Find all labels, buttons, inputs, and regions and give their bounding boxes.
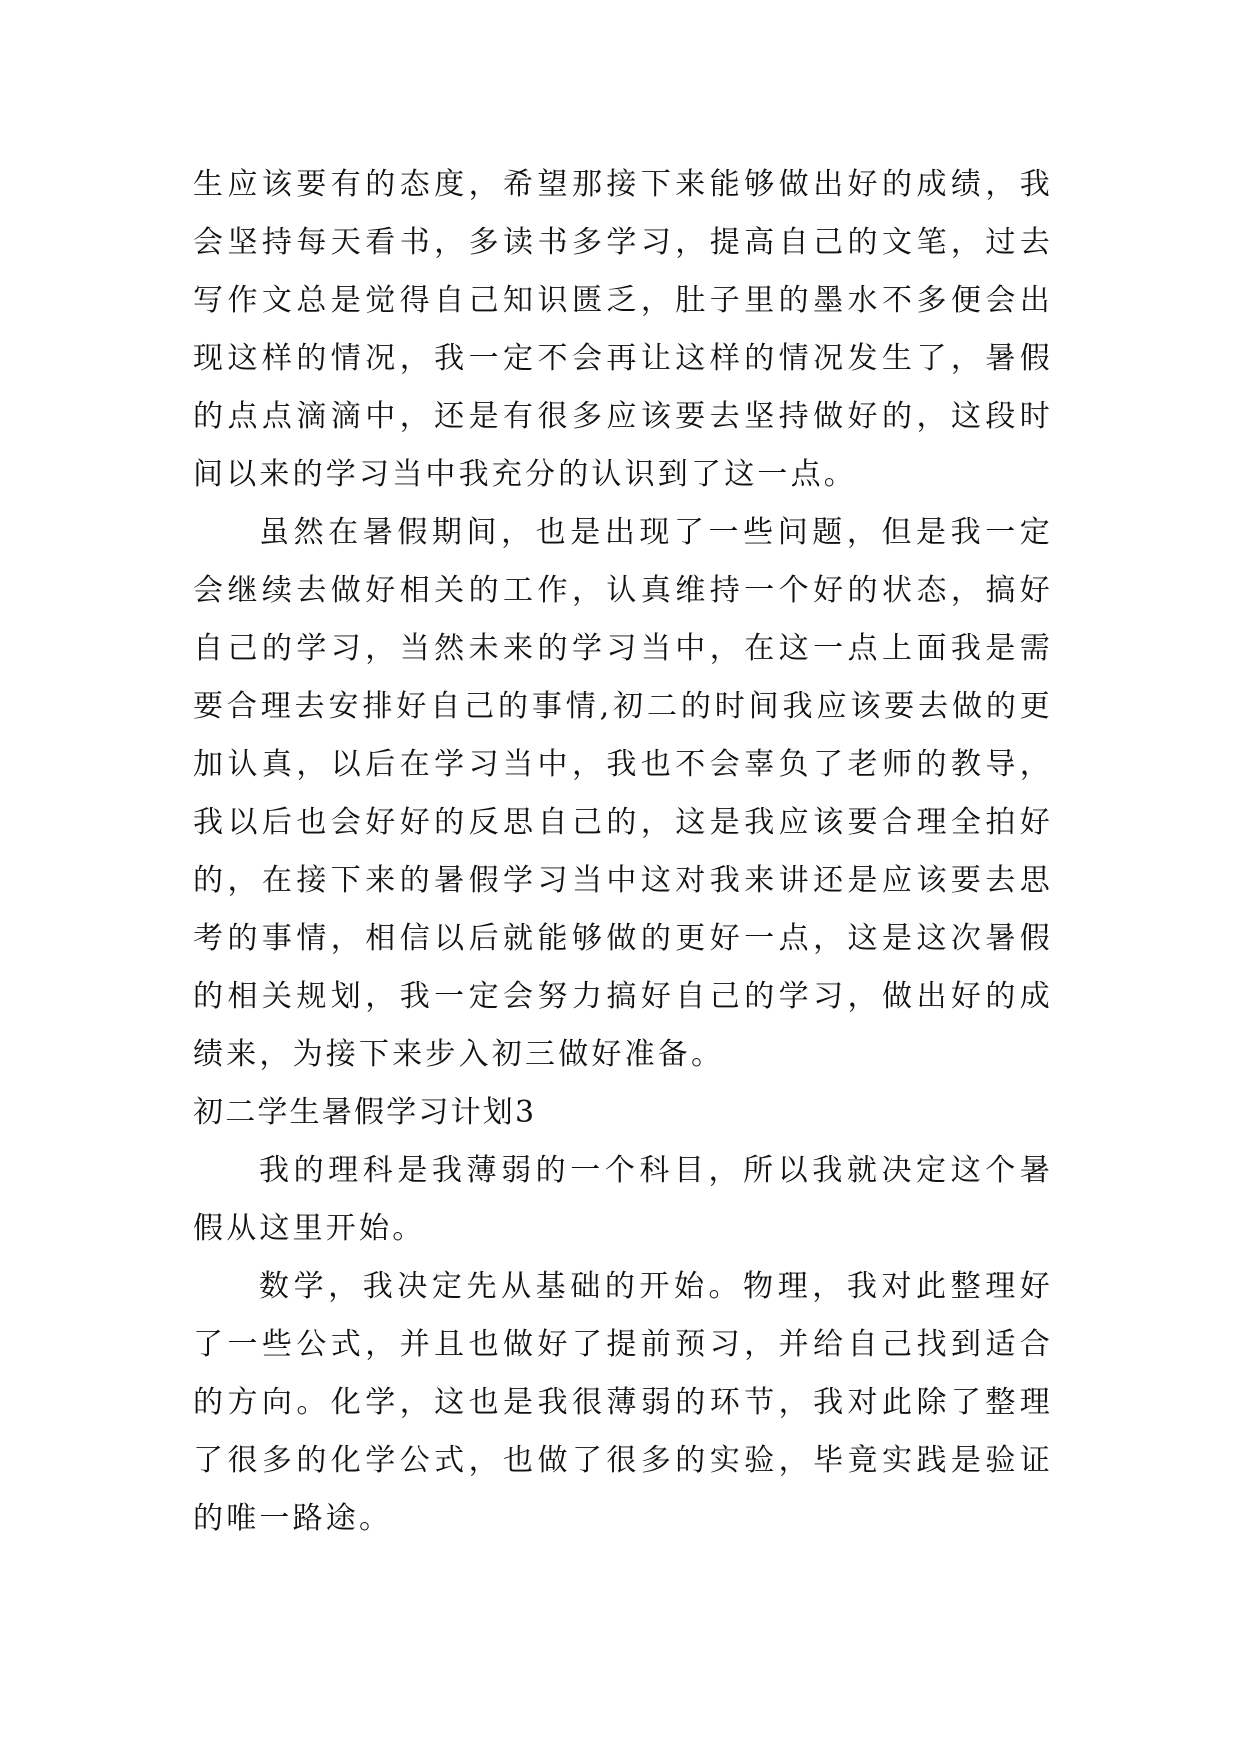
paragraph-continuation: 生应该要有的态度，希望那接下来能够做出好的成绩，我会坚持每天看书，多读书多学习，提高自己的文笔，过去写作文总是觉得自己知识匮乏，肚子里的墨水不多便会出现这样的情况，我一定不会再让这样的情况发生了，暑假的点点滴滴中，还是有很多应该要去坚持做好的，这段时间以来的学习当中我充分的认识到了这一点。: [193, 167, 1053, 492]
paragraph-summer-issues: 虽然在暑假期间，也是出现了一些问题，但是我一定会继续去做好相关的工作，认真维持一个好的状态，搞好自己的学习，当然未来的学习当中，在这一点上面我是需要合理去安排好自己的事情,初二的时间我应该要去做的更加认真，以后在学习当中，我也不会辜负了老师的教导，我以后也会好好的反思自己的，这是我应该要合理全拍好的，在接下来的暑假学习当中这对我来讲还是应该要去思考的事情，相信以后就能够做的更好一点，这是这次暑假的相关规划，我一定会努力搞好自己的学习，做出好的成绩来，为接下来步入初三做好准备。: [193, 515, 1053, 1072]
paragraph-science-weakness: 我的理科是我薄弱的一个科目，所以我就决定这个暑假从这里开始。: [193, 1153, 1053, 1246]
section-heading: 初二学生暑假学习计划3: [193, 1095, 537, 1130]
paragraph-subject-plans: 数学，我决定先从基础的开始。物理，我对此整理好了一些公式，并且也做好了提前预习，并给自己找到适合的方向。化学，这也是我很薄弱的环节，我对此除了整理了很多的化学公式，也做了很多的实验，毕竟实践是验证的唯一路途。: [193, 1269, 1053, 1536]
document-body: [193, 156, 1053, 1548]
